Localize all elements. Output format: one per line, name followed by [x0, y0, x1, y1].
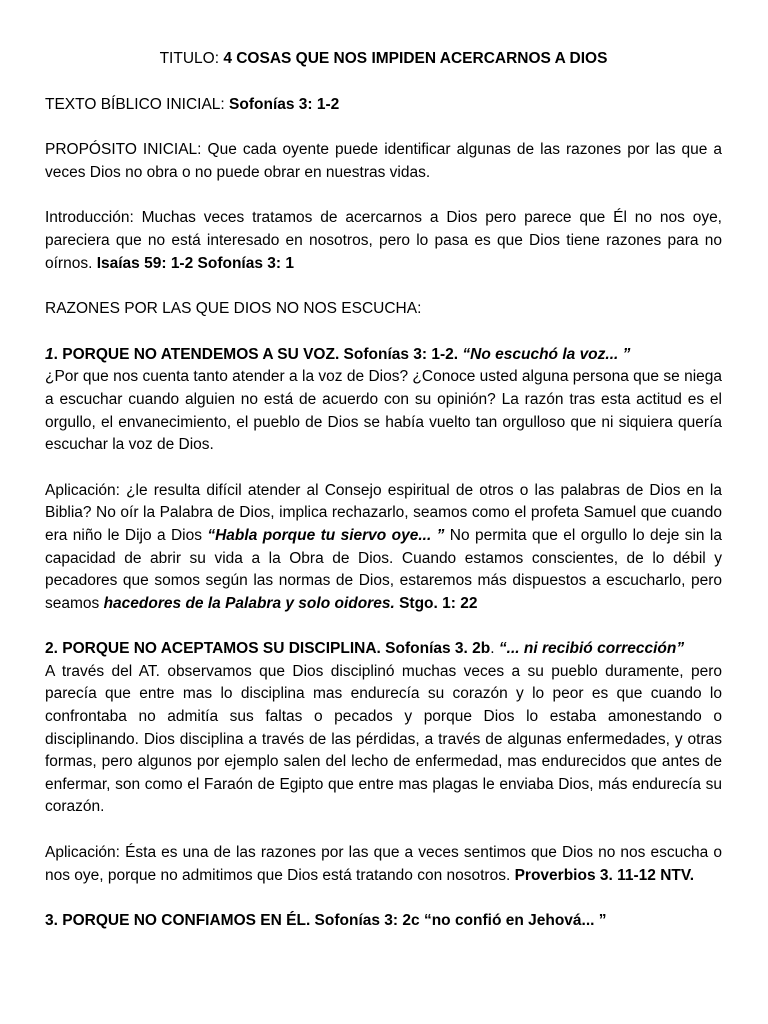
- reason-2-heading: [45, 638, 722, 661]
- reason-2-aplicacion: [45, 842, 722, 887]
- reason-1-title: . PORQUE NO ATENDEMOS A SU VOZ. Sofonías 3: 1-2.: [53, 345, 463, 363]
- reason-1-body: ¿Por que nos cuenta tanto atender a la voz de Dios? ¿Conoce usted alguna persona que se niega a escuchar cuando alguien no está de acuerdo con su opinión? La razón tras esta actitud es el orgullo, el envanecimiento, el pueblo de Dios se había vuelto tan orgulloso que ni siquiera quería escuchar la voz de Dios.: [45, 368, 722, 454]
- introduccion-text: Introducción: Muchas veces tratamos de acercarnos a Dios pero parece que Él no nos oye, pareciera que no está interesado en nosotros, pero lo pasa es que Dios tiene razones para no oírnos.: [45, 209, 722, 272]
- reason-2-quote: “... ni recibió corrección”: [498, 640, 685, 658]
- document-page: [45, 48, 722, 933]
- reason-2-title: 2. PORQUE NO ACEPTAMOS SU DISCIPLINA. Sofonías 3. 2b: [45, 640, 491, 658]
- reason-1-quote: “No escuchó la voz... ”: [462, 345, 631, 363]
- reason-1-aplicacion: [45, 480, 722, 616]
- reason-3-heading: 3. PORQUE NO CONFIAMOS EN ÉL. Sofonías 3: 2c “no confió en Jehová... ”: [45, 912, 607, 930]
- texto-biblico-label: TEXTO BÍBLICO INICIAL:: [45, 95, 230, 113]
- reason-2-dot: .: [490, 640, 499, 658]
- title-text: 4 COSAS QUE NOS IMPIDEN ACERCARNOS A DIOS: [223, 50, 608, 67]
- reason-2-aplicacion-ref: Proverbios 3. 11-12 NTV.: [514, 866, 695, 884]
- reason-1-heading: [45, 344, 722, 367]
- reason-1-number: 1: [45, 345, 54, 363]
- reason-1-aplicacion-ref: Stgo. 1: 22: [394, 594, 478, 612]
- reason-1-aplicacion-emph: hacedores de la Palabra y solo oidores.: [103, 594, 395, 612]
- introduccion-paragraph: [45, 207, 722, 275]
- reason-2-body: A través del AT. observamos que Dios disciplinó muchas veces a su pueblo duramente, pero parecía que entre mas lo disciplina mas endurecía su corazón y lo peor es que cuando lo confrontaba no admitía sus faltas o pecados y porque Dios lo estaba amonestando o disciplinando. Dios disciplina a través de las pérdidas, a través de algunas enfermedades, y otras formas, pero algunos por ejemplo salen del lecho de enfermedad, mas endurecidos que antes de enfermar, son como el Faraón de Egipto que entre mas plagas le enviaba Dios, más endurecía su corazón.: [45, 662, 722, 816]
- texto-biblico-line: [45, 94, 722, 117]
- introduccion-ref: Isaías 59: 1-2 Sofonías 3: 1: [96, 254, 294, 272]
- texto-biblico-ref: Sofonías 3: 1-2: [229, 95, 340, 113]
- reason-2-aplicacion-text: Aplicación: Ésta es una de las razones por las que a veces sentimos que Dios no nos escucha o nos oye, porque no admitimos que Dios está tratando con nosotros.: [45, 844, 722, 884]
- sermon-title: [45, 48, 722, 71]
- reason-1-aplicacion-quote: “Habla porque tu siervo oye... ”: [207, 526, 445, 544]
- proposito-paragraph: PROPÓSITO INICIAL: Que cada oyente puede identificar algunas de las razones por las que a veces Dios no obra o no puede obrar en nuestras vidas.: [45, 141, 722, 181]
- razones-heading: RAZONES POR LAS QUE DIOS NO NOS ESCUCHA:: [45, 300, 422, 318]
- title-prefix: TITULO:: [159, 50, 224, 67]
- reason-1-aplicacion-a: Aplicación: ¿le resulta difícil atender al Consejo espiritual de otros o las palabras de Dios en la Biblia? No oír la Palabra de Dios, implica rechazarlo, seamos como el profeta Samuel que cuando era niño le Dijo a Dios: [45, 481, 722, 544]
- reason-1-aplicacion-b: No permita que el orgullo lo deje sin la capacidad de abrir su vida a la Obra de Dios. Cuando estamos conscientes, de lo débil y pecadores que somos según las normas de Dios, estaremos más dispuestos a escucharlo, pero seamos: [45, 526, 722, 612]
